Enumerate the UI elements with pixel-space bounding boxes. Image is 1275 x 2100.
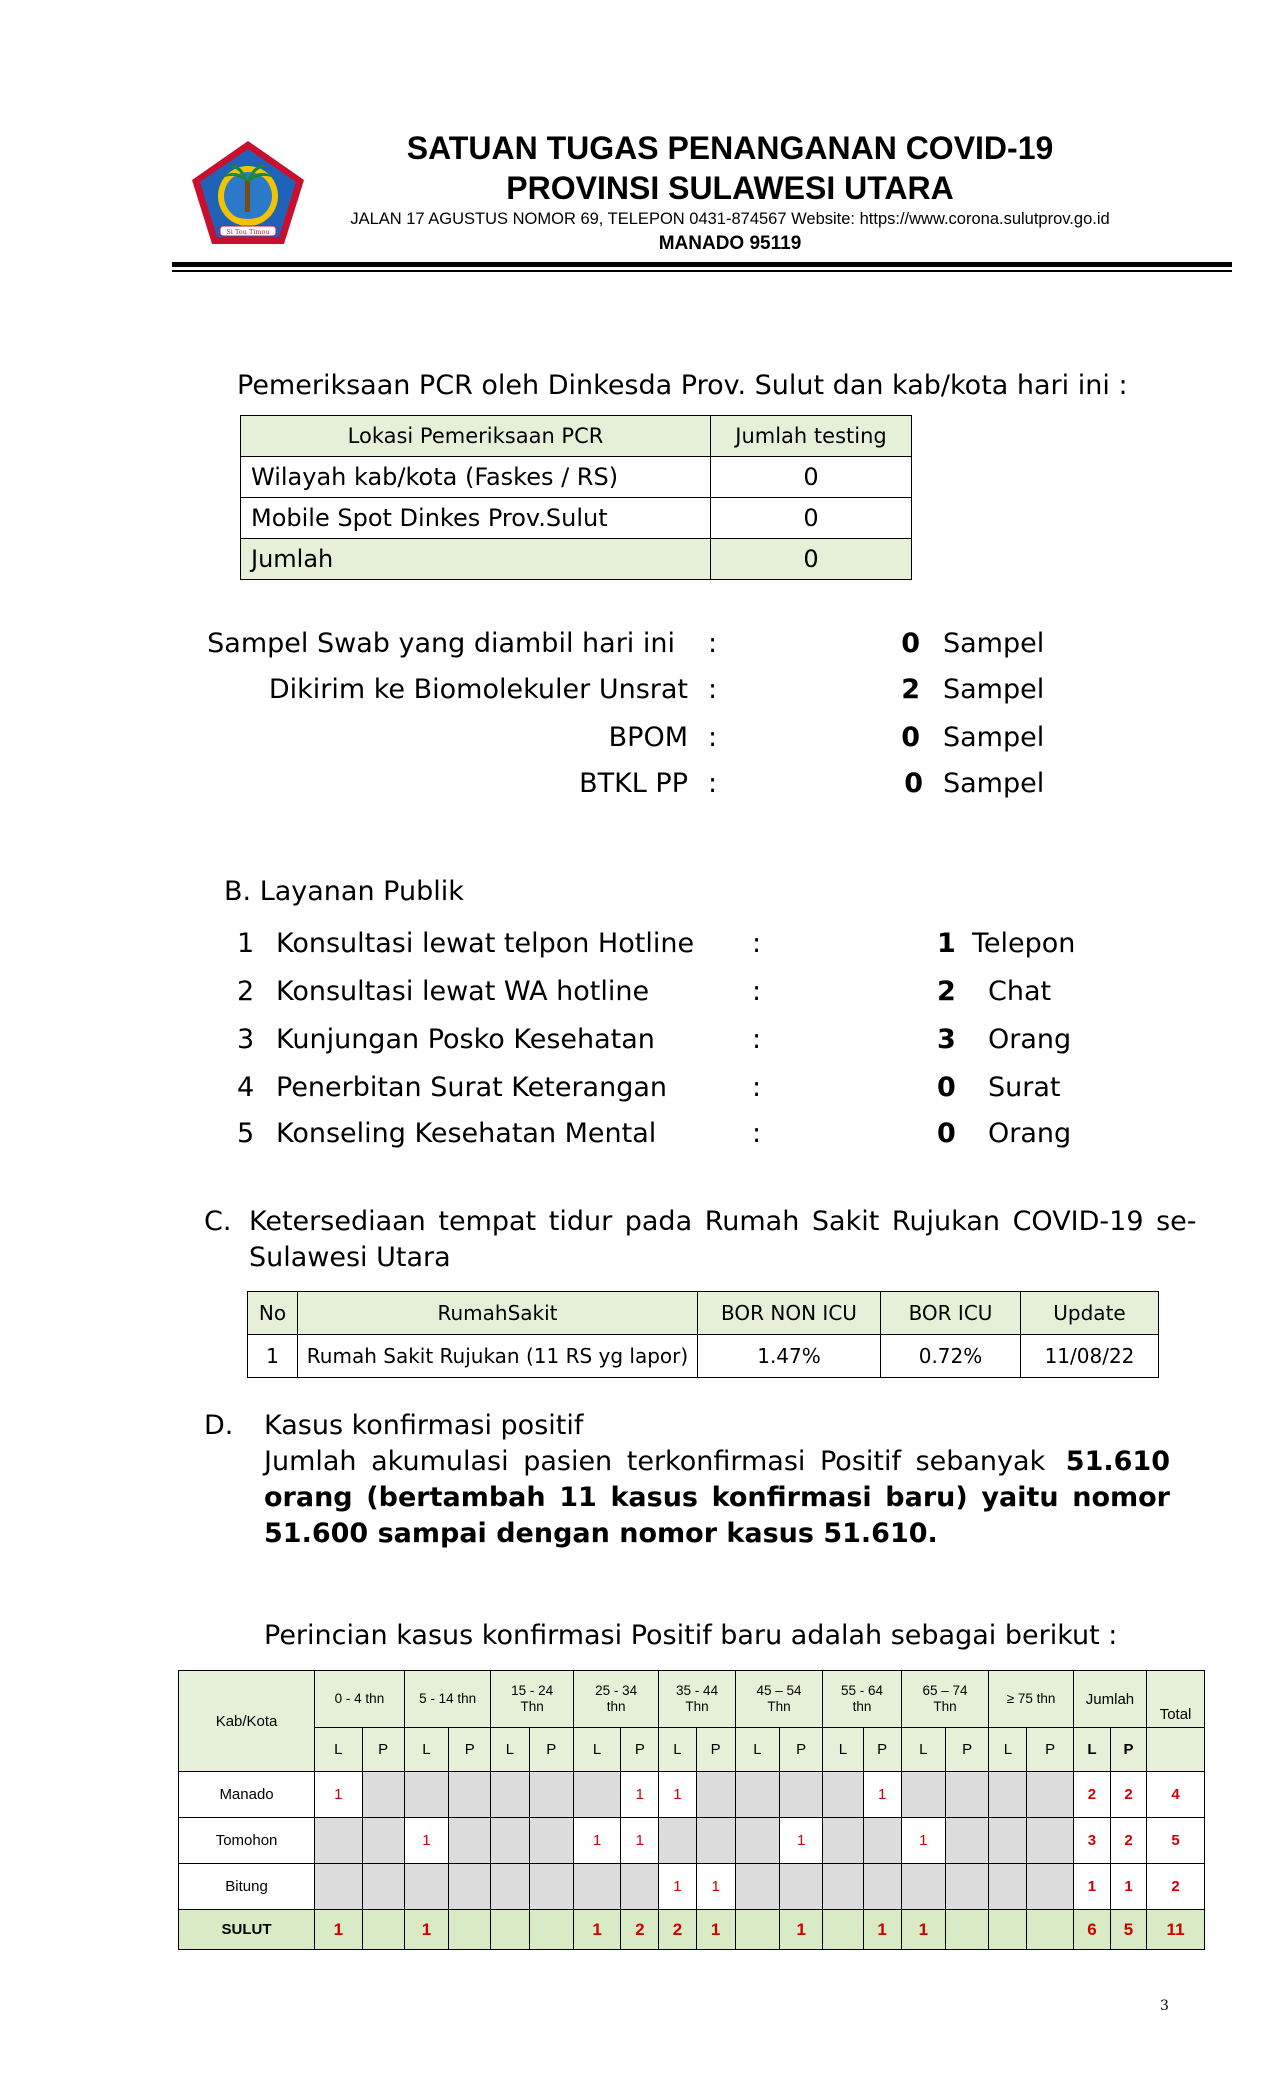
jumlah-p-cell: 2: [1110, 1772, 1146, 1818]
bor-cell: 11/08/22: [1021, 1335, 1159, 1378]
case-count-cell: [735, 1864, 779, 1910]
sampel-label: BPOM: [608, 722, 688, 753]
layanan-label: Penerbitan Surat Keterangan: [276, 1072, 668, 1103]
table-row: [241, 457, 912, 498]
sub-header-p: P: [696, 1728, 735, 1772]
case-count-cell: 1: [659, 1772, 696, 1818]
layanan-value: 0: [937, 1072, 956, 1103]
bor-col-icu: BOR ICU: [881, 1292, 1021, 1335]
sulut-count-cell: [823, 1910, 863, 1950]
sub-header-p: P: [780, 1728, 823, 1772]
pcr-row-value: 0: [711, 539, 912, 580]
sub-header-l: L: [901, 1728, 945, 1772]
case-count-cell: 1: [621, 1772, 659, 1818]
case-count-cell: 1: [901, 1818, 945, 1864]
sulut-label: SULUT: [179, 1910, 315, 1950]
sub-header-l: L: [315, 1728, 362, 1772]
age-group-unit: thn: [852, 1699, 872, 1714]
table-row: [179, 1864, 1205, 1910]
sampel-colon: :: [708, 674, 718, 705]
case-count-cell: [449, 1772, 491, 1818]
sampel-colon: :: [708, 768, 718, 799]
sub-header-l: L: [989, 1728, 1027, 1772]
total-cell: 4: [1147, 1772, 1205, 1818]
age-group-header: [989, 1671, 1074, 1728]
pcr-row-label: Jumlah: [241, 539, 711, 580]
sulut-count-cell: [449, 1910, 491, 1950]
case-count-cell: [863, 1818, 901, 1864]
case-count-cell: [404, 1772, 448, 1818]
sulut-count-cell: [735, 1910, 779, 1950]
case-count-cell: 1: [659, 1864, 696, 1910]
age-group-label: 55 - 64: [841, 1683, 884, 1698]
case-count-cell: [823, 1772, 863, 1818]
layanan-no: 2: [237, 976, 255, 1007]
layanan-unit: Orang: [988, 1024, 1072, 1055]
case-count-cell: 1: [863, 1772, 901, 1818]
sampel-unit: Sampel: [943, 628, 1045, 659]
sampel-colon: :: [708, 628, 718, 659]
sulut-count-cell: 2: [659, 1910, 696, 1950]
case-count-cell: [1027, 1818, 1073, 1864]
case-count-cell: [659, 1818, 696, 1864]
age-group-header: [735, 1671, 823, 1728]
jumlah-l-cell: 3: [1073, 1818, 1110, 1864]
sub-header-l: L: [404, 1728, 448, 1772]
sampel-label: BTKL PP: [579, 768, 688, 799]
age-group-header: [404, 1671, 491, 1728]
kab-kota-header: Kab/Kota: [179, 1671, 315, 1772]
case-count-cell: [946, 1818, 989, 1864]
sub-header-p: P: [946, 1728, 989, 1772]
age-group-unit: thn: [606, 1699, 626, 1714]
sulut-count-cell: 1: [901, 1910, 945, 1950]
sampel-value: 2: [901, 674, 920, 705]
bor-letter: C.: [204, 1206, 232, 1237]
table-row: [248, 1335, 1159, 1378]
age-group-label: 15 - 24: [511, 1683, 554, 1698]
total-cell: 2: [1147, 1864, 1205, 1910]
cases-subheader-row: [179, 1728, 1205, 1772]
kasus-total: 51.610: [1065, 1446, 1170, 1477]
age-group-label: ≥ 75 thn: [1006, 1691, 1056, 1706]
kab-kota-name: Bitung: [179, 1864, 315, 1910]
jumlah-p-cell: 2: [1110, 1818, 1146, 1864]
total-cell: 5: [1147, 1818, 1205, 1864]
sampel-unit: Sampel: [943, 768, 1045, 799]
sampel-colon: :: [708, 722, 718, 753]
case-count-cell: [491, 1864, 529, 1910]
case-count-cell: [863, 1864, 901, 1910]
age-group-label: 65 – 74: [922, 1683, 968, 1698]
kab-kota-name: Tomohon: [179, 1818, 315, 1864]
sampel-label: Sampel Swab yang diambil hari ini: [207, 628, 675, 659]
pcr-table-header: [241, 416, 912, 457]
sulut-count-cell: [1027, 1910, 1073, 1950]
pcr-row-value: 0: [711, 498, 912, 539]
sulut-count-cell: [362, 1910, 404, 1950]
bor-cell: 1.47%: [698, 1335, 881, 1378]
pcr-col-location: Lokasi Pemeriksaan PCR: [241, 416, 711, 457]
kasus-paragraph-line3: 51.600 sampai dengan nomor kasus 51.610.: [264, 1518, 938, 1549]
table-row: [179, 1818, 1205, 1864]
sulut-total: 11: [1147, 1910, 1205, 1950]
age-group-unit: Thn: [520, 1699, 544, 1714]
layanan-unit: Chat: [988, 976, 1052, 1007]
age-group-header: [901, 1671, 989, 1728]
case-count-cell: 1: [696, 1864, 735, 1910]
bor-col-update: Update: [1021, 1292, 1159, 1335]
sulut-count-cell: 1: [780, 1910, 823, 1950]
bor-col-non-icu: BOR NON ICU: [698, 1292, 881, 1335]
case-count-cell: 1: [621, 1818, 659, 1864]
case-count-cell: [449, 1864, 491, 1910]
total-sub-header: [1147, 1728, 1205, 1772]
case-count-cell: [362, 1772, 404, 1818]
age-group-label: 35 - 44: [676, 1683, 719, 1698]
table-row: [241, 539, 912, 580]
bor-heading-line2: Sulawesi Utara: [249, 1242, 451, 1273]
sampel-unit: Sampel: [943, 674, 1045, 705]
sampel-value: 0: [904, 768, 923, 799]
sulut-count-cell: 1: [573, 1910, 620, 1950]
pcr-row-label: Mobile Spot Dinkes Prov.Sulut: [241, 498, 711, 539]
table-row: [241, 498, 912, 539]
layanan-colon: :: [752, 1024, 762, 1055]
case-count-cell: 1: [780, 1818, 823, 1864]
kasus-heading: Kasus konfirmasi positif: [264, 1410, 584, 1441]
sulut-count-cell: [529, 1910, 573, 1950]
letterhead-rule-thick: [172, 262, 1232, 267]
case-count-cell: [362, 1864, 404, 1910]
case-count-cell: [449, 1818, 491, 1864]
case-count-cell: [823, 1864, 863, 1910]
case-count-cell: [315, 1818, 362, 1864]
page-number: 3: [1160, 1998, 1169, 2014]
kab-kota-name: Manado: [179, 1772, 315, 1818]
rincian-heading: Perincian kasus konfirmasi Positif baru adalah sebagai berikut :: [264, 1620, 1118, 1651]
layanan-unit: Orang: [988, 1118, 1072, 1149]
cases-header-row: [179, 1671, 1205, 1728]
case-count-cell: [362, 1818, 404, 1864]
layanan-no: 5: [237, 1118, 255, 1149]
bor-cell: 0.72%: [881, 1335, 1021, 1378]
sub-header-p: P: [529, 1728, 573, 1772]
sampel-unit: Sampel: [943, 722, 1045, 753]
case-count-cell: 1: [573, 1818, 620, 1864]
sub-header-l: L: [735, 1728, 779, 1772]
case-count-cell: [735, 1818, 779, 1864]
sulut-count-cell: 1: [315, 1910, 362, 1950]
layanan-label: Kunjungan Posko Kesehatan: [276, 1024, 655, 1055]
case-count-cell: [491, 1772, 529, 1818]
kasus-letter: D.: [204, 1410, 234, 1441]
bor-cell: 1: [248, 1335, 298, 1378]
layanan-label: Konsultasi lewat telpon Hotline: [276, 928, 695, 959]
layanan-no: 3: [237, 1024, 255, 1055]
letterhead-title-1: SATUAN TUGAS PENANGANAN COVID-19: [406, 130, 1054, 166]
case-count-cell: [989, 1818, 1027, 1864]
sub-header-l: L: [1073, 1728, 1110, 1772]
layanan-colon: :: [752, 1118, 762, 1149]
case-count-cell: [315, 1864, 362, 1910]
layanan-colon: :: [752, 1072, 762, 1103]
age-group-unit: Thn: [685, 1699, 709, 1714]
age-group-header: [491, 1671, 573, 1728]
age-group-label: 45 – 54: [756, 1683, 802, 1698]
sulut-jumlah-l: 6: [1073, 1910, 1110, 1950]
age-group-label: 25 - 34: [595, 1683, 638, 1698]
sampel-value: 0: [901, 628, 920, 659]
case-count-cell: 1: [315, 1772, 362, 1818]
case-count-cell: [696, 1772, 735, 1818]
sampel-label: Dikirim ke Biomolekuler Unsrat: [268, 674, 688, 705]
age-group-label: 0 - 4 thn: [334, 1691, 385, 1706]
table-row: [179, 1772, 1205, 1818]
jumlah-header: Jumlah: [1073, 1671, 1146, 1728]
case-count-cell: [901, 1772, 945, 1818]
pcr-heading: Pemeriksaan PCR oleh Dinkesda Prov. Sulut dan kab/kota hari ini :: [237, 370, 1128, 401]
layanan-value: 1: [937, 928, 956, 959]
case-count-cell: [989, 1772, 1027, 1818]
sulut-total-row: [179, 1910, 1205, 1950]
bor-cell: Rumah Sakit Rujukan (11 RS yg lapor): [298, 1335, 698, 1378]
case-count-cell: [529, 1818, 573, 1864]
layanan-label: Konsultasi lewat WA hotline: [276, 976, 650, 1007]
age-group-unit: Thn: [933, 1699, 957, 1714]
bor-heading-line1: Ketersediaan tempat tidur pada Rumah Sakit Rujukan COVID-19 se-: [249, 1206, 1197, 1237]
case-count-cell: [573, 1864, 620, 1910]
pcr-table: [240, 415, 912, 580]
case-count-cell: [946, 1772, 989, 1818]
layanan-unit: Surat: [988, 1072, 1061, 1103]
case-count-cell: [573, 1772, 620, 1818]
case-count-cell: 1: [404, 1818, 448, 1864]
case-count-cell: [491, 1818, 529, 1864]
layanan-value: 3: [937, 1024, 956, 1055]
sulut-count-cell: 1: [404, 1910, 448, 1950]
case-count-cell: [901, 1864, 945, 1910]
logo-motto: Si Tou Timou: [226, 228, 270, 236]
kasus-paragraph-line2: orang (bertambah 11 kasus konfirmasi baru) yaitu nomor: [264, 1482, 1170, 1513]
age-group-header: [315, 1671, 405, 1728]
case-count-cell: [529, 1864, 573, 1910]
pcr-row-label: Wilayah kab/kota (Faskes / RS): [241, 457, 711, 498]
sub-header-l: L: [573, 1728, 620, 1772]
letterhead-rule-thin: [172, 270, 1232, 272]
sulut-count-cell: [946, 1910, 989, 1950]
layanan-unit: Telepon: [972, 928, 1076, 959]
total-header: Total: [1147, 1671, 1205, 1728]
layanan-label: Konseling Kesehatan Mental: [276, 1118, 657, 1149]
cases-table: [178, 1670, 1205, 1950]
sub-header-p: P: [621, 1728, 659, 1772]
sub-header-l: L: [659, 1728, 696, 1772]
letterhead-address: JALAN 17 AGUSTUS NOMOR 69, TELEPON 0431-874567 Website: https://www.corona.sulutprov.go.id: [350, 210, 1110, 228]
pcr-col-count: Jumlah testing: [711, 416, 912, 457]
case-count-cell: [780, 1864, 823, 1910]
sampel-value: 0: [901, 722, 920, 753]
layanan-heading: B. Layanan Publik: [224, 876, 464, 907]
layanan-value: 2: [937, 976, 956, 1007]
case-count-cell: [529, 1772, 573, 1818]
bor-table: [247, 1291, 1159, 1378]
case-count-cell: [946, 1864, 989, 1910]
case-count-cell: [989, 1864, 1027, 1910]
sulut-jumlah-p: 5: [1110, 1910, 1146, 1950]
bor-col-hospital: RumahSakit: [298, 1292, 698, 1335]
layanan-no: 4: [237, 1072, 255, 1103]
layanan-value: 0: [937, 1118, 956, 1149]
letterhead-title-2: PROVINSI SULAWESI UTARA: [506, 170, 954, 206]
age-group-header: [823, 1671, 901, 1728]
sulut-count-cell: 1: [863, 1910, 901, 1950]
sub-header-p: P: [362, 1728, 404, 1772]
bor-table-header: [248, 1292, 1159, 1335]
jumlah-l-cell: 2: [1073, 1772, 1110, 1818]
case-count-cell: [621, 1864, 659, 1910]
sub-header-p: P: [1110, 1728, 1146, 1772]
kasus-para-text: Jumlah akumulasi pasien terkonfirmasi Positif sebanyak: [264, 1446, 1046, 1477]
case-count-cell: [823, 1818, 863, 1864]
layanan-colon: :: [752, 928, 762, 959]
layanan-no: 1: [237, 928, 255, 959]
provincial-emblem-icon: [186, 138, 310, 250]
bor-col-no: No: [248, 1292, 298, 1335]
sulut-count-cell: [989, 1910, 1027, 1950]
case-count-cell: [735, 1772, 779, 1818]
age-group-header: [573, 1671, 659, 1728]
case-count-cell: [404, 1864, 448, 1910]
kasus-paragraph-line1: [264, 1446, 1170, 1477]
layanan-colon: :: [752, 976, 762, 1007]
letterhead-city: MANADO 95119: [658, 233, 802, 254]
jumlah-l-cell: 1: [1073, 1864, 1110, 1910]
jumlah-p-cell: 1: [1110, 1864, 1146, 1910]
sulut-count-cell: 2: [621, 1910, 659, 1950]
sub-header-p: P: [863, 1728, 901, 1772]
case-count-cell: [696, 1818, 735, 1864]
age-group-label: 5 - 14 thn: [419, 1691, 477, 1706]
case-count-cell: [780, 1772, 823, 1818]
sub-header-l: L: [823, 1728, 863, 1772]
pcr-row-value: 0: [711, 457, 912, 498]
sub-header-p: P: [1027, 1728, 1073, 1772]
sub-header-l: L: [491, 1728, 529, 1772]
case-count-cell: [1027, 1772, 1073, 1818]
sub-header-p: P: [449, 1728, 491, 1772]
age-group-header: [659, 1671, 735, 1728]
sulut-count-cell: 1: [696, 1910, 735, 1950]
case-count-cell: [1027, 1864, 1073, 1910]
age-group-unit: Thn: [767, 1699, 791, 1714]
sulut-count-cell: [491, 1910, 529, 1950]
